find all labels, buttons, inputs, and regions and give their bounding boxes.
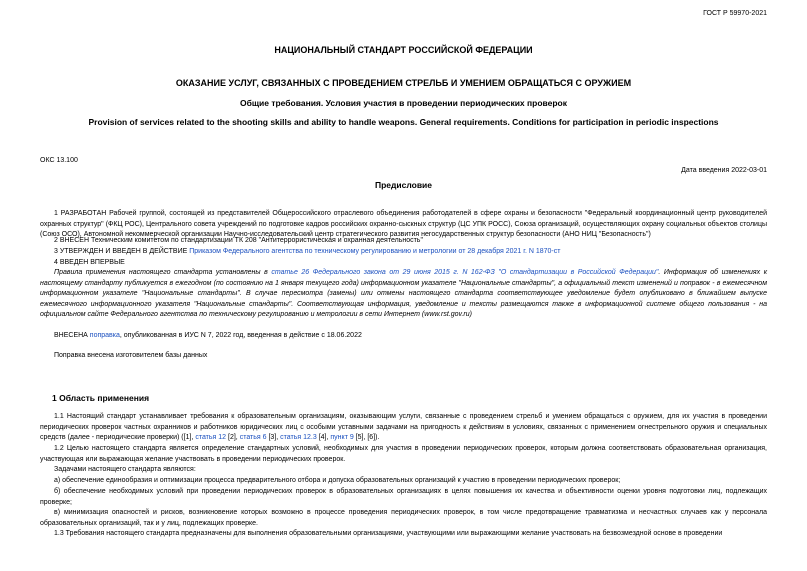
document-subtitle: Общие требования. Условия участия в проведении периодических проверок (239, 98, 568, 108)
foreword-item-4: 4 ВВЕДЕН ВПЕРВЫЕ (54, 259, 125, 266)
foreword-rules-paragraph (40, 268, 767, 321)
amendment-note: Поправка внесена изготовителем базы данных (54, 352, 208, 359)
order-link[interactable]: Приказом Федерального агентства по техническому регулированию и метрологии от 28 декабря 2021 г. N 1870-ст (189, 248, 561, 255)
ref-text-2: [3], (266, 434, 281, 442)
task-a: а) обеспечение единообразия и оптимизации процесса предварительного отбора и допуска образовательных организаций к участию в проведении периодических проверок; (54, 477, 621, 484)
ref-text-4: [5], [6]). (353, 434, 380, 442)
ref-text-1: [2], (226, 434, 240, 442)
tasks-intro: Задачами настоящего стандарта являются: (54, 466, 196, 473)
intro-date: Дата введения 2022-03-01 (681, 167, 767, 174)
rules-text-b: . Информация об изменениях к настоящему стандарту публикуется в ежегодном (по состоянию на 1 января текущего года) информационном указателе "Национальные стандарты", а официальный текст изменений и поправок - в ежемесячном информационном указателе "Национальные стандарты". В случае пересмотра (замены) или отмены настоящего стандарта соответствующее уведомление будет опубликовано в ближайшем выпуске ежемесячного информационного указателя "Национальные стандарты". Соответствующая информация, уведомление и тексты размещаются также в информационной системе общего пользования - на официальном сайте Федерального агентства по техническому регулированию и метрологии в сети Интернет (www.rst.gov.ru) (40, 269, 768, 319)
foreword-item-1: 1 РАЗРАБОТАН Рабочей группой, состоящей из представителей Общероссийского отраслевого объединения работодателей в сфере охраны и безопасности "Федеральный координационный центр руководителей охранных структур" (ФКЦ РОС), Центрального совета учреждений по подготовке кадров российских охранно-сыскных структур (ЦС УПК РОСС), Союза организаций, осуществляющих охрану социальных объектов столицы (Союз ОСО), Автономной некоммерческой организации Научно-исследовательский центр стратегического развития негосударственных структур безопасности (АНО НИЦ "Безопасность") (40, 210, 767, 239)
foreword-item-3-text: 3 УТВЕРЖДЕН И ВВЕДЕН В ДЕЙСТВИЕ (54, 248, 190, 255)
clause-1-2: 1.2 Целью настоящего стандарта является определение стандартных условий, необходимых для участия в проведении периодических проверок, которым должна соответствовать образовательная организация, участвующая или выражающая желание участвовать в проведении периодических проверок. (40, 445, 767, 463)
document-main-title: ОКАЗАНИЕ УСЛУГ, СВЯЗАННЫХ С ПРОВЕДЕНИЕМ СТРЕЛЬБ И УМЕНИЕМ ОБРАЩАТЬСЯ С ОРУЖИЕМ (175, 78, 632, 88)
section-1-heading: 1 Область применения (52, 393, 150, 403)
ref-link-article-12-3[interactable]: статья 12.3 (280, 434, 317, 442)
amendment-text-b: , опубликованная в ИУС N 7, 2022 год, введенная в действие с 18.06.2022 (119, 332, 362, 339)
ref-link-article-6[interactable]: статья 6 (239, 434, 267, 442)
foreword-heading: Предисловие (374, 180, 433, 190)
amendment-line (40, 331, 767, 342)
english-title: Provision of services related to the shooting skills and ability to handle weapons. General requirements. Conditions for participation in periodic inspections (88, 117, 719, 127)
federal-law-link[interactable]: статье 26 Федерального закона от 29 июня 2015 г. N 162-ФЗ "О стандартизации в Российской Федерации" (271, 269, 659, 276)
clause-1-1-text: 1.1 Настоящий стандарт устанавливает требования к образовательным организациям, оказывающим услуги, связанные с проведением стрельб и умением обращаться с оружием, для их участия в проведении периодических проверок частных охранников и работников юридических лиц с особыми уставными задачами на пригодность к действиям в условиях, связанных с применением огнестрельного оружия и специальных средств (далее - периодические проверки) ([1], (40, 413, 767, 442)
document-code: ГОСТ Р 59970-2021 (703, 10, 767, 17)
amendment-text-a: ВНЕСЕНА (54, 332, 90, 339)
foreword-item-3 (40, 247, 767, 258)
task-b: б) обеспечение необходимых условий при проведении периодических проверок в образовательных организациях в целях повышения их качества и объективности оценки уровня подготовки лиц, подлежащих проверке; (40, 488, 767, 506)
oks-code: ОКС 13.100 (40, 157, 78, 164)
clause-1-1 (40, 412, 767, 444)
ref-link-item-9[interactable]: пункт 9 (330, 434, 354, 442)
ref-text-3: [4], (316, 434, 331, 442)
standard-title: НАЦИОНАЛЬНЫЙ СТАНДАРТ РОССИЙСКОЙ ФЕДЕРАЦИИ (274, 45, 533, 55)
ref-link-article-12[interactable]: статья 12 (195, 434, 227, 442)
clause-1-3: 1.3 Требования настоящего стандарта предназначены для выполнения образовательными организациями, участвующими или выражающими желание участвовать на безвозмездной основе в проведении (54, 530, 723, 537)
amendment-link[interactable]: поправка (89, 332, 120, 339)
foreword-item-2: 2 ВНЕСЕН Техническим комитетом по стандартизации ТК 208 "Антитеррористическая и охранная деятельность" (54, 237, 423, 244)
task-v: в) минимизация опасностей и рисков, возникновение которых возможно в процессе проведения периодических проверок, в том числе предотвращение травматизма и несчастных случаев как у персонала образовательных организаций, так и у лиц, подлежащих проверке. (40, 509, 767, 527)
rules-text-a: Правила применения настоящего стандарта установлены в (54, 269, 272, 276)
